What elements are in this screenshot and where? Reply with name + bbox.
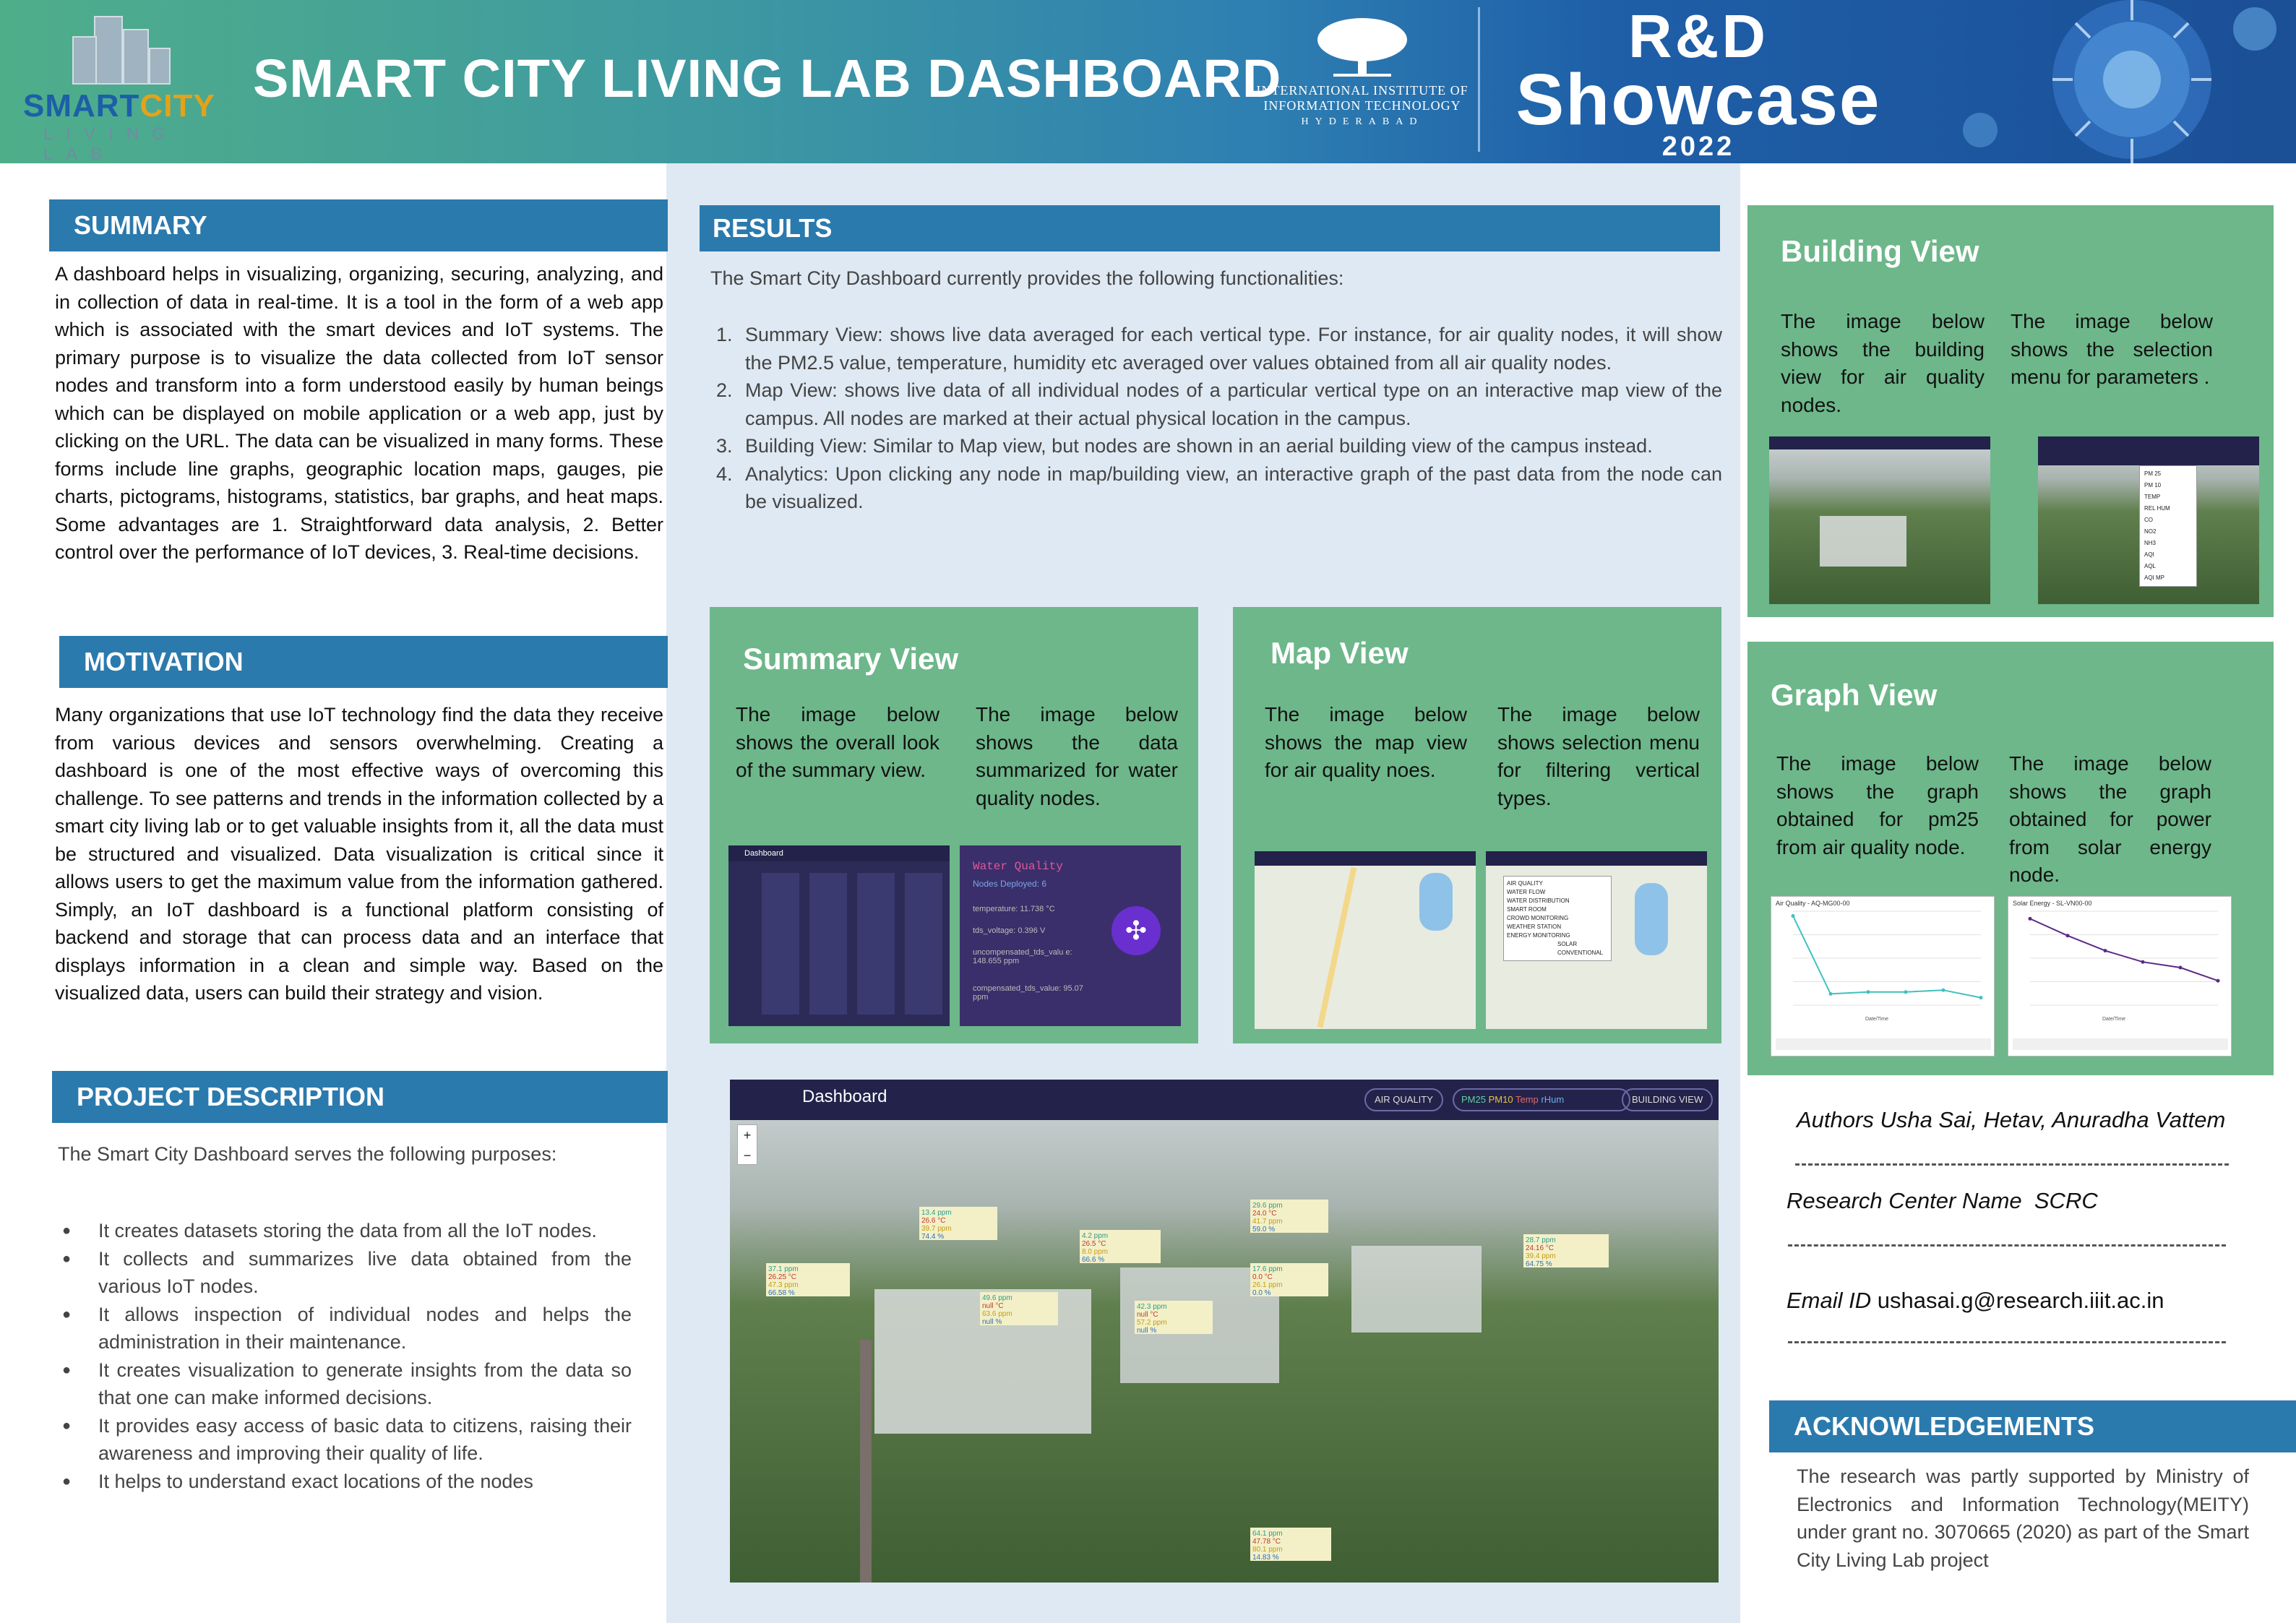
- menu-item[interactable]: AQI: [2144, 551, 2154, 558]
- list-item: 1. Summary View: shows live data averaged for each vertical type. For instance, for air quality nodes, it will show the PM2.5 value, temperature, humidity etc averaged over values obtained from all air quality nodes.: [716, 324, 1722, 374]
- lake-shape: [1635, 883, 1668, 955]
- tower-structure: [860, 1340, 872, 1583]
- parameter-menu-screenshot: [2038, 436, 2259, 604]
- project-description-heading: PROJECT DESCRIPTION: [52, 1071, 668, 1123]
- iiit-line2: INFORMATION TECHNOLOGY: [1263, 98, 1461, 113]
- building-view-right-text: The image below shows the selection menu for parameters .: [2011, 310, 2213, 388]
- tag-value: 42.3 ppm: [1137, 1303, 1167, 1311]
- acknowledgements-heading: ACKNOWLEDGEMENTS: [1769, 1400, 2296, 1452]
- divider-line: [1795, 1163, 2229, 1166]
- showcase-text: Showcase: [1515, 59, 1881, 140]
- tag-value: 74.4 %: [921, 1233, 945, 1241]
- tag-value: 17.6 ppm: [1252, 1265, 1283, 1273]
- iiit-line3: HYDERABAD: [1301, 116, 1424, 127]
- dashboard-top-bar: [730, 1080, 1719, 1120]
- email-label: Email ID: [1787, 1288, 1872, 1313]
- research-center-label: Research Center Name: [1787, 1188, 2022, 1213]
- menu-item[interactable]: SOLAR: [1557, 941, 1578, 947]
- tag-value: 66.58 %: [768, 1289, 795, 1297]
- building-view-screenshot: [1769, 436, 1990, 604]
- lake-shape: [1419, 873, 1453, 931]
- list-item: ● It creates visualization to generate insights from the data so that one can make informed decisions.: [62, 1356, 632, 1412]
- summary-view-title: Summary View: [743, 642, 959, 676]
- graph-title: Solar Energy - SL-VN00-00: [2013, 900, 2092, 907]
- param-hum: rHum: [1541, 1094, 1565, 1105]
- data-point: [1904, 990, 1908, 994]
- list-item: ● It provides easy access of basic data to citizens, raising their awareness and improving their quality of life.: [62, 1412, 632, 1468]
- divider-line: [1788, 1341, 2226, 1343]
- water-drop-icon: ✣: [1112, 906, 1161, 955]
- list-item: ● It collects and summarizes live data obtained from the various IoT nodes.: [62, 1245, 632, 1301]
- building-view-title: Building View: [1781, 234, 1979, 268]
- list-item: ● It allows inspection of individual nodes and helps the administration in their maintenance.: [62, 1301, 632, 1356]
- data-point: [2217, 979, 2220, 983]
- data-point: [2066, 934, 2070, 937]
- email-value[interactable]: ushasai.g@research.iiit.ac.in: [1877, 1288, 2164, 1313]
- research-center: [1787, 1188, 2098, 1214]
- menu-item[interactable]: AQL: [2144, 563, 2157, 569]
- tag-value: 26.6 °C: [921, 1217, 946, 1225]
- list-item: ● It creates datasets storing the data from all the IoT nodes.: [62, 1217, 632, 1245]
- tag-value: 26.25 °C: [768, 1273, 797, 1281]
- tag-value: 64.75 %: [1526, 1260, 1552, 1268]
- zoom-out-button[interactable]: −: [743, 1148, 752, 1163]
- tag-value: 0.0 %: [1252, 1289, 1271, 1297]
- series-line: [2030, 918, 2218, 981]
- zoom-control[interactable]: [737, 1124, 757, 1165]
- acknowledgements-text: The research was partly supported by Ministry of Electronics and Information Technology(MEITY) under grant no. 3070665 (2020) as part of the Smart City Living Lab project: [1797, 1465, 2249, 1571]
- map-header-bar: [1486, 851, 1707, 866]
- menu-item[interactable]: WATER FLOW: [1507, 889, 1546, 895]
- road-shape: [1317, 867, 1357, 1028]
- research-center-value: SCRC: [2034, 1188, 2098, 1213]
- results-heading: RESULTS: [700, 205, 1720, 251]
- tag-value: 63.6 ppm: [982, 1310, 1012, 1318]
- summary-view-right-text: The image below shows the data summarized for water quality nodes.: [976, 703, 1178, 809]
- tag-value: 0.0 °C: [1252, 1273, 1273, 1281]
- logo-city-text: CITY: [139, 88, 215, 124]
- building-view-dropdown[interactable]: BUILDING VIEW: [1622, 1088, 1713, 1111]
- menu-item[interactable]: PM 25: [2144, 470, 2162, 477]
- sensor-node-tag[interactable]: [919, 1207, 997, 1240]
- param-pm25: PM25: [1461, 1094, 1486, 1105]
- smart-city-logo: [14, 16, 224, 163]
- building-view-left-text: The image below shows the building view for air quality nodes.: [1781, 310, 1985, 416]
- menu-item[interactable]: PM 10: [2144, 482, 2162, 488]
- building-view-dashboard-screenshot: [730, 1080, 1719, 1583]
- list-item: 2. Map View: shows live data of all individual nodes of a particular vertical type on an interactive map view of the campus. All nodes are marked at their actual physical location in the campus.: [716, 379, 1722, 429]
- rnd-showcase-logo: [1496, 2, 1901, 162]
- menu-item[interactable]: WEATHER STATION: [1507, 924, 1562, 930]
- data-point: [2104, 949, 2107, 952]
- tree-icon: [1312, 14, 1413, 79]
- solar-graph-screenshot: [2008, 896, 2232, 1056]
- results-intro: The Smart City Dashboard currently provides the following functionalities:: [710, 267, 1344, 289]
- tag-value: 24.16 °C: [1526, 1244, 1555, 1252]
- data-point: [2141, 960, 2145, 964]
- data-point: [1829, 992, 1833, 996]
- graph-controls-bar: [1776, 1038, 1991, 1050]
- tag-value: 24.0 °C: [1252, 1210, 1277, 1218]
- logo-lab-text: LIVING LAB: [43, 124, 179, 163]
- summary-view-left-text: The image below shows the overall look of the summary view.: [736, 703, 940, 781]
- wq-line: compensated_tds_value: 95.07 ppm: [973, 984, 1083, 1002]
- tag-value: 66.6 %: [1082, 1256, 1105, 1264]
- summary-cards-grid: [762, 873, 942, 1015]
- sensor-node-tag[interactable]: [766, 1263, 850, 1296]
- sensor-node-tag[interactable]: [980, 1292, 1058, 1325]
- menu-item[interactable]: NO2: [2144, 528, 2157, 535]
- header-divider: [1478, 7, 1480, 152]
- logo-smart-text: SMART: [23, 88, 140, 124]
- series-line: [1793, 916, 1981, 998]
- wq-line: Nodes Deployed: 6: [973, 879, 1047, 889]
- map-view-title: Map View: [1270, 636, 1409, 670]
- data-point: [1792, 914, 1795, 918]
- dashboard-top-bar: [2038, 436, 2259, 465]
- tag-value: 28.7 ppm: [1526, 1236, 1556, 1244]
- poster-header: [0, 0, 2296, 163]
- tag-value: 59.0 %: [1252, 1226, 1276, 1234]
- iiit-line1: INTERNATIONAL INSTITUTE OF: [1256, 83, 1469, 98]
- tag-value: 14.83 %: [1252, 1554, 1279, 1562]
- tag-value: 80.1 ppm: [1252, 1546, 1283, 1554]
- map-view-panel: [1233, 607, 1721, 1043]
- showcase-year: 2022: [1661, 132, 1735, 162]
- menu-item[interactable]: TEMP: [2144, 494, 2161, 500]
- param-pm10: PM10: [1488, 1094, 1513, 1105]
- x-axis-label: Date/Time: [1865, 1017, 1889, 1022]
- sensor-node-tag[interactable]: [1250, 1528, 1331, 1561]
- virus-graphic-icon: [1893, 0, 2296, 163]
- map-view-left-text: The image below shows the map view for air quality noes.: [1265, 703, 1467, 781]
- menu-item[interactable]: CROWD MONITORING: [1507, 915, 1569, 921]
- motivation-heading: MOTIVATION: [59, 636, 668, 688]
- summary-heading: SUMMARY: [49, 199, 668, 251]
- project-purpose-list: [62, 1217, 632, 1495]
- parameter-menu[interactable]: [2139, 465, 2197, 587]
- map-header-bar: [1255, 851, 1476, 866]
- dashboard-title: Dashboard: [802, 1087, 887, 1106]
- list-item: 3. Building View: Similar to Map view, but nodes are shown in an aerial building view of the campus instead.: [716, 435, 1653, 457]
- graph-view-left-text: The image below shows the graph obtained for pm25 from air quality node.: [1776, 752, 1979, 858]
- results-list: [710, 321, 1722, 516]
- wq-line: temperature: 11.738 °C: [973, 905, 1055, 913]
- zoom-in-button[interactable]: +: [743, 1128, 752, 1142]
- menu-item[interactable]: CO: [2144, 517, 2153, 523]
- campus-building: [1351, 1246, 1482, 1333]
- parameter-dropdown[interactable]: [1453, 1088, 1630, 1111]
- sensor-node-tag[interactable]: [1250, 1263, 1328, 1296]
- menu-item[interactable]: WATER DISTRIBUTION: [1507, 897, 1570, 904]
- tag-value: 8.0 ppm: [1082, 1248, 1109, 1256]
- email-line: [1787, 1288, 2164, 1314]
- sensor-node-tag[interactable]: [1080, 1230, 1161, 1263]
- tag-value: 29.6 ppm: [1252, 1202, 1283, 1210]
- graph-view-title: Graph View: [1771, 678, 1938, 712]
- tag-value: null %: [1137, 1327, 1157, 1335]
- data-point: [2029, 917, 2032, 921]
- tag-value: null °C: [1137, 1311, 1158, 1319]
- param-temp: Temp: [1515, 1094, 1539, 1105]
- tag-value: 26.1 ppm: [1252, 1281, 1283, 1289]
- tag-value: 47.3 ppm: [768, 1281, 799, 1289]
- tag-value: 57.2 ppm: [1137, 1319, 1167, 1327]
- authors-line: Authors Usha Sai, Hetav, Anuradha Vattem: [1797, 1107, 2226, 1132]
- solar-line-chart: [2008, 897, 2232, 1056]
- motivation-text: Many organizations that use IoT technology find the data they receive from various devices and sensors overwhelming. Creating a dashboard is one of the most effective ways of overcoming this challenge. To see patterns and trends in the information collected by a smart city living lab or to get valuable insights from it, all the data must be structured and visualized. Data visualization is critical since it allows users to get the maximum value from the information gathered. Simply, an IoT dashboard is a functional platform consisting of backend and storage that can process data and an interface that displays information in a clean and simple way. Based on the visualized data, users can build their strategy and vision.: [55, 704, 663, 1004]
- menu-item[interactable]: REL HUM: [2144, 505, 2170, 512]
- list-item: 4. Analytics: Upon clicking any node in map/building view, an interactive graph of the past data from the node can be visualized.: [716, 462, 1722, 512]
- tag-value: 49.6 ppm: [982, 1294, 1012, 1302]
- wq-line: uncompensated_tds_valu e: 148.655 ppm: [973, 948, 1072, 965]
- wq-line: tds_voltage: 0.396 V: [973, 926, 1046, 935]
- water-quality-screenshot: [960, 845, 1181, 1026]
- tag-value: 47.78 °C: [1252, 1538, 1281, 1546]
- menu-item[interactable]: AIR QUALITY: [1507, 880, 1543, 887]
- menu-item[interactable]: AQI MP: [2144, 574, 2165, 581]
- sensor-node-tag[interactable]: [1135, 1301, 1213, 1334]
- menu-item[interactable]: ENERGY MONITORING: [1507, 932, 1570, 939]
- pm25-line-chart: [1771, 897, 1995, 1056]
- tag-value: 41.7 ppm: [1252, 1218, 1283, 1226]
- menu-item[interactable]: CONVENTIONAL: [1557, 950, 1604, 956]
- x-axis-label: Date/Time: [2102, 1017, 2126, 1022]
- summary-view-screenshot: [728, 845, 950, 1026]
- tag-value: 13.4 ppm: [921, 1209, 952, 1217]
- divider-line: [1788, 1244, 2226, 1247]
- rnd-text: R&D: [1628, 2, 1768, 70]
- poster-title: SMART CITY LIVING LAB DASHBOARD: [253, 48, 1282, 108]
- pm25-graph-screenshot: [1771, 896, 1995, 1056]
- menu-item[interactable]: SMART ROOM: [1507, 906, 1547, 913]
- summary-text: A dashboard helps in visualizing, organizing, securing, analyzing, and in collection of data in real-time. It is a tool in the form of a web app which is associated with the smart devices and IoT systems. The primary purpose is to visualize the data collected from IoT sensor nodes and transform into a form understood easily by human beings which can be displayed on mobile application or a web app, just by clicking on the URL. The data can be visualized in many forms. These forms include line graphs, geographic location maps, gauges, pie charts, pictograms, histograms, statistics, bar graphs, and heat maps. Some advantages are 1. Straightforward data analysis, 2. Better control over the performance of IoT devices, 3. Real-time decisions.: [55, 263, 663, 563]
- building-view-panel: [1747, 205, 2274, 617]
- data-point: [1979, 996, 1983, 999]
- iiit-logo: [1254, 14, 1471, 145]
- tag-value: null °C: [982, 1302, 1004, 1310]
- campus-building: [1820, 516, 1906, 567]
- sensor-node-tag[interactable]: [1523, 1234, 1609, 1267]
- menu-item[interactable]: NH3: [2144, 540, 2157, 546]
- project-intro: The Smart City Dashboard serves the following purposes:: [58, 1143, 557, 1165]
- map-view-right-text: The image below shows selection menu for filtering vertical types.: [1497, 703, 1700, 809]
- dashboard-mini-title: Dashboard: [728, 845, 950, 861]
- vertical-type-menu[interactable]: [1503, 876, 1612, 961]
- graph-controls-bar: [2013, 1038, 2228, 1050]
- tag-value: 4.2 ppm: [1082, 1232, 1109, 1240]
- tag-value: 39.4 ppm: [1526, 1252, 1556, 1260]
- vertical-menu-screenshot: [1486, 851, 1707, 1029]
- dashboard-top-bar: [1769, 436, 1990, 449]
- tag-value: 64.1 ppm: [1252, 1530, 1283, 1538]
- tag-value: null %: [982, 1318, 1002, 1326]
- tag-value: 39.7 ppm: [921, 1225, 952, 1233]
- graph-title: Air Quality - AQ-MG00-00: [1776, 900, 1850, 907]
- data-point: [1942, 989, 1945, 992]
- data-point: [1867, 990, 1870, 994]
- summary-view-panel: [710, 607, 1198, 1043]
- list-item: ● It helps to understand exact locations of the nodes: [62, 1468, 632, 1496]
- map-view-screenshot: [1255, 851, 1476, 1029]
- graph-view-panel: [1747, 642, 2274, 1075]
- data-point: [2179, 966, 2183, 970]
- sensor-node-tag[interactable]: [1250, 1200, 1328, 1233]
- air-quality-dropdown[interactable]: AIR QUALITY: [1364, 1088, 1443, 1111]
- tag-value: 37.1 ppm: [768, 1265, 799, 1273]
- tag-value: 26.5 °C: [1082, 1240, 1106, 1248]
- wq-title: Water Quality: [973, 860, 1063, 873]
- graph-view-right-text: The image below shows the graph obtained for power from solar energy node.: [2009, 752, 2211, 886]
